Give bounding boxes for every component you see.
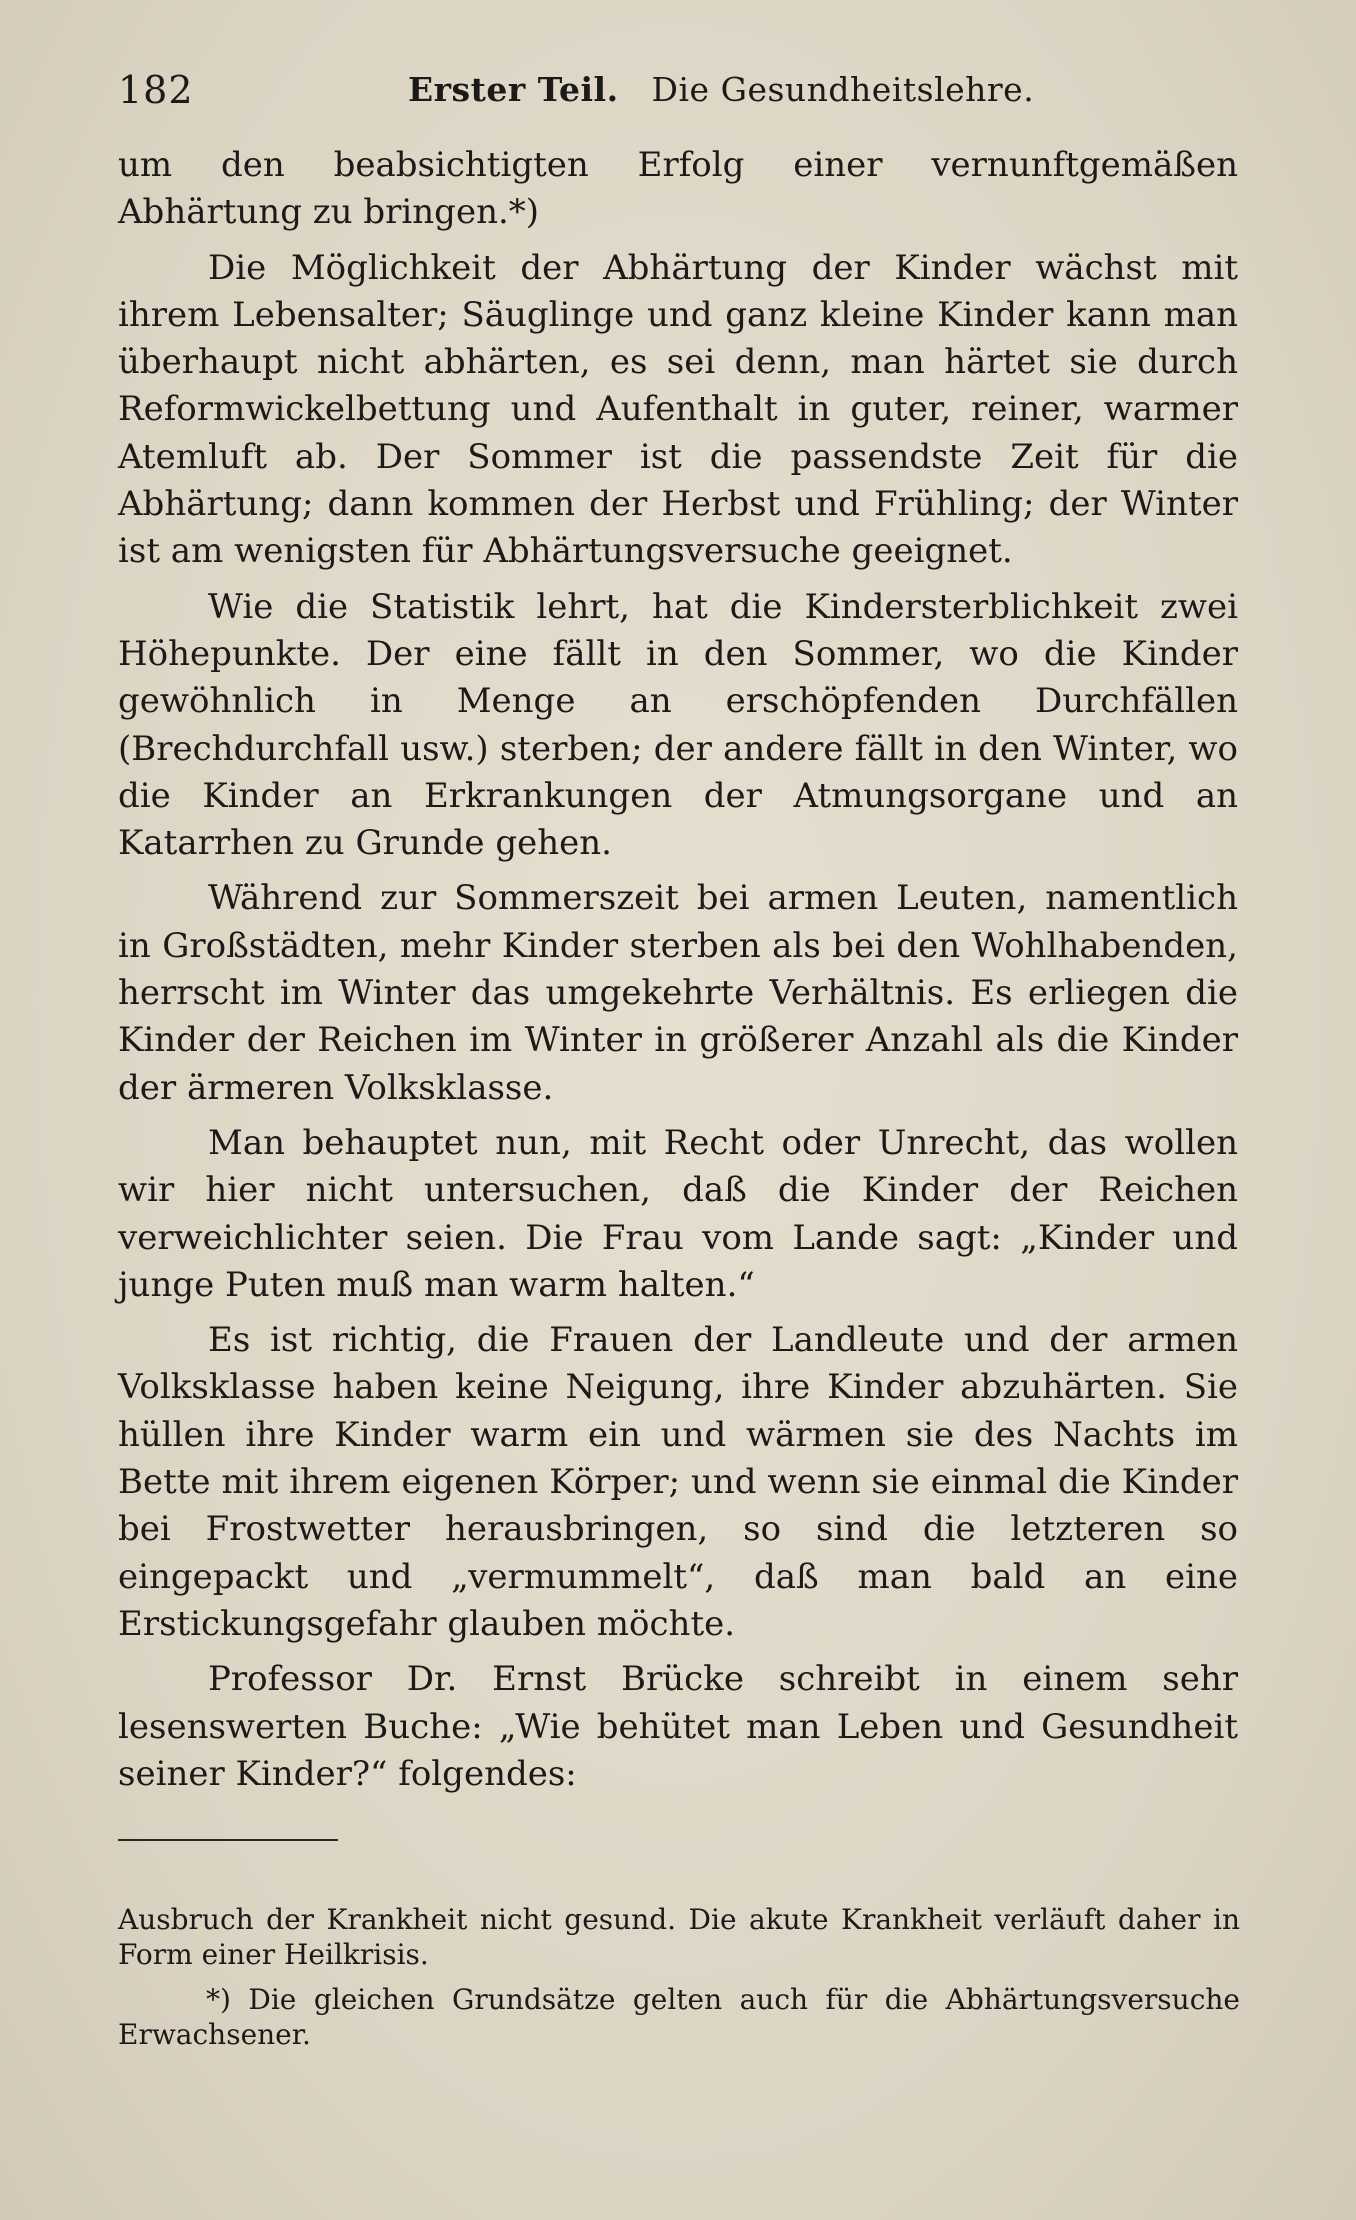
footnote: *) Die gleichen Grundsätze gelten auch für die Abhärtungsversuche Erwachsener. bbox=[118, 1983, 1240, 2051]
paragraph: Professor Dr. Ernst Brücke schreibt in einem sehr lesenswerten Buche: „Wie behütet man Leben und Gesundheit seiner Kinder?“ folgendes: bbox=[118, 1659, 1238, 1794]
paragraph: Man behauptet nun, mit Recht oder Unrecht, das wollen wir hier nicht untersuchen, daß die Kinder der Reichen verweichlichter seien. Die Frau vom Lande sagt: „Kinder und junge Puten muß man warm halten.“ bbox=[118, 1122, 1238, 1305]
paragraph: Es ist richtig, die Frauen der Landleute und der armen Volksklasse haben keine Neigung, ihre Kinder abzuhärten. Sie hüllen ihre Kinder warm ein und wärmen sie des Nachts im Bette mit ihrem eigenen Körper; und wenn sie einmal die Kinder bei Frostwetter herausbringen, so sind die letzteren so eingepackt und „vermummelt“, daß man bald an eine Erstickungsgefahr glauben möchte. bbox=[118, 1320, 1238, 1644]
paragraph: Während zur Sommerszeit bei armen Leuten, namentlich in Großstädten, mehr Kinder sterben als bei den Wohlhabenden, herrscht im Winter das umgekehrte Verhältnis. Es erliegen die Kinder der Reichen im Winter in größerer Anzahl als die Kinder der ärmeren Volksklasse. bbox=[118, 878, 1238, 1108]
footnote-separator bbox=[118, 1839, 338, 1841]
page-number: 182 bbox=[118, 68, 194, 112]
footnotes bbox=[118, 1902, 1240, 2062]
paragraph: Die Möglichkeit der Abhärtung der Kinder wächst mit ihrem Lebensalter; Säuglinge und ganz kleine Kinder kann man überhaupt nicht abhärten, es sei denn, man härtet sie durch Reformwickelbettung und Aufenthalt in guter, reiner, warmer Atemluft ab. Der Sommer ist die passendste Zeit für die Abhärtung; dann kommen der Herbst und Frühling; der Winter ist am wenigsten für Abhärtungsversuche geeignet. bbox=[118, 247, 1238, 572]
paragraph: Wie die Statistik lehrt, hat die Kindersterblichkeit zwei Höhepunkte. Der eine fällt in den Sommer, wo die Kinder gewöhnlich in Menge an erschöpfenden Durchfällen (Brechdurchfall usw.) sterben; der andere fällt in den Winter, wo die Kinder an Erkrankungen der Atmungsorgane und an Katarrhen zu Grunde gehen. bbox=[118, 586, 1238, 864]
paragraph: um den beabsichtigten Erfolg einer vernunftgemäßen Abhärtung zu bringen.*) bbox=[118, 145, 1238, 233]
running-head-part: Erster Teil. bbox=[408, 70, 619, 109]
page-header bbox=[118, 62, 1238, 118]
footnote: Ausbruch der Krankheit nicht gesund. Die akute Krankheit verläuft daher in Form einer Heilkrisis. bbox=[118, 1903, 1240, 1971]
running-head-chapter: Die Gesundheitslehre. bbox=[651, 70, 1035, 109]
running-head bbox=[408, 70, 1034, 109]
body-text bbox=[118, 142, 1238, 1806]
